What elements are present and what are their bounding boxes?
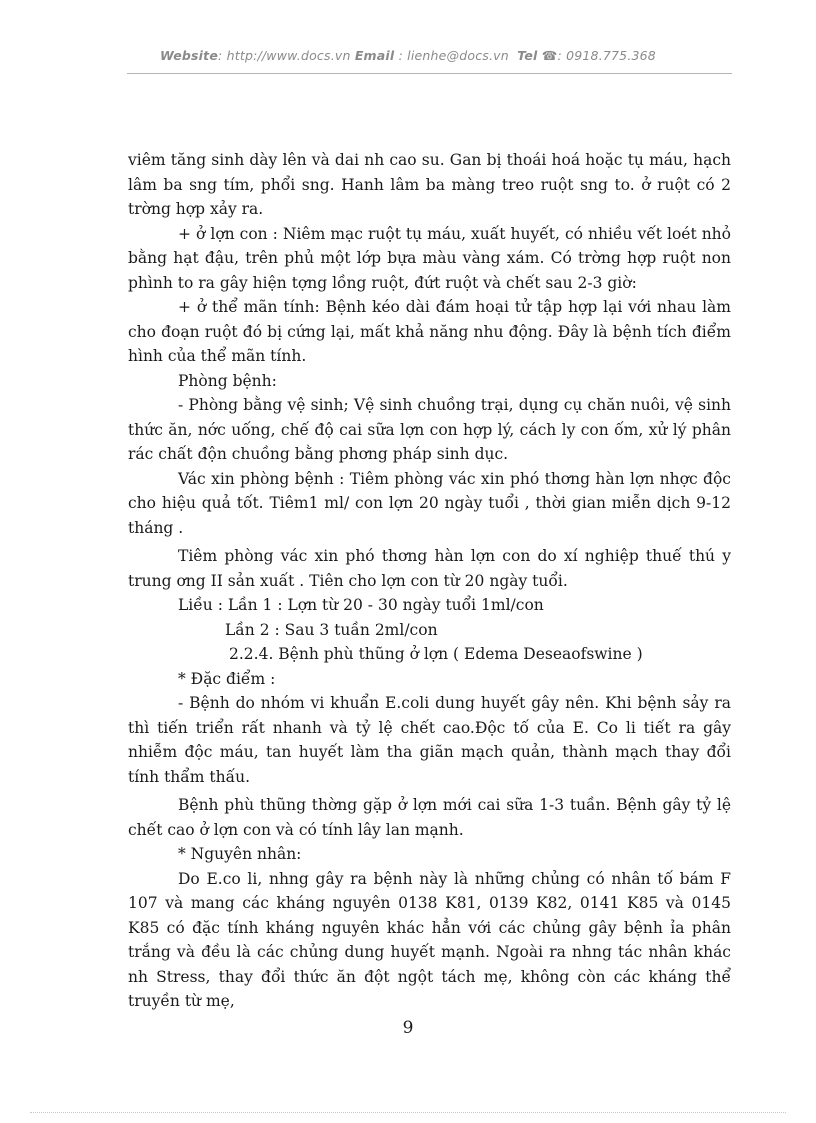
- email-label: Email: [354, 48, 395, 63]
- dose-line: Liều : Lần 1 : Lợn từ 20 - 30 ngày tuổi 1ml/con: [178, 596, 544, 614]
- footer-divider: [30, 1112, 786, 1113]
- website-value: : http://www.docs.vn: [218, 48, 351, 63]
- paragraph: - Bệnh do nhóm vi khuẩn E.coli dung huyết gây nên. Khi bệnh sảy ra thì tiến triển rất nhanh và tỷ lệ chết cao.Độc tố của E. Co li tiết ra gây nhiễm độc máu, tan huyết làm tha giãn mạch quản, thành mạch thay đổi tính thẩm thấu.: [128, 694, 731, 786]
- page-header: [0, 48, 816, 63]
- page-number: 9: [402, 1018, 414, 1038]
- tel-label: Tel: [517, 48, 538, 63]
- paragraph: Bệnh phù thũng thờng gặp ở lợn mới cai sữa 1-3 tuần. Bệnh gây tỷ lệ chết cao ở lợn con và có tính lây lan mạnh.: [128, 796, 731, 839]
- paragraph: - Phòng bằng vệ sinh; Vệ sinh chuồng trại, dụng cụ chăn nuôi, vệ sinh thức ăn, nớc uống, chế độ cai sữa lợn con hợp lý, cách ly con ốm, xử lý phân rác chất độn chuồng bằng phơng pháp sinh dục.: [128, 396, 731, 463]
- website-label: Website: [160, 48, 219, 63]
- section-label: * Nguyên nhân:: [178, 845, 302, 863]
- paragraph: Do E.co li, nhng gây ra bệnh này là những chủng có nhân tố bám F 107 và mang các kháng nguyên 0138 K81, 0139 K82, 0141 K85 và 0145 K85 có đặc tính kháng nguyên khác hẳn với các chủng gây bệnh ỉa phân trắng và đều là các chủng dung huyết mạnh. Ngoài ra nhng tác nhân khác nh Stress, thay đổi thức ăn đột ngột tách mẹ, không còn các kháng thể truyền từ mẹ,: [128, 869, 731, 1010]
- paragraph: + ở thể mãn tính: Bệnh kéo dài đám hoại tử tập hợp lại với nhau làm cho đoạn ruột đó bị cứng lại, mất khả năng nhu động. Đây là bệnh tích điểm hình của thể mãn tính.: [128, 298, 731, 365]
- section-heading: 2.2.4. Bệnh phù thũng ở lợn ( Edema Deseaofswine ): [229, 645, 643, 663]
- section-label: Phòng bệnh:: [178, 371, 277, 390]
- tel-value: ☎: 0918.775.368: [541, 48, 656, 63]
- document-body: [128, 148, 731, 1014]
- dose-line: Lần 2 : Sau 3 tuần 2ml/con: [225, 620, 438, 639]
- paragraph: viêm tăng sinh dày lên và dai nh cao su. Gan bị thoái hoá hoặc tụ máu, hạch lâm ba sng tím, phổi sng. Hanh lâm ba màng treo ruột sng to. ở ruột có 2 trờng hợp xảy ra.: [128, 151, 731, 218]
- section-label: * Đặc điểm :: [178, 669, 276, 688]
- paragraph: Tiêm phòng vác xin phó thơng hàn lợn con do xí nghiệp thuế thú y trung ơng II sản xuất . Tiên cho lợn con từ 20 ngày tuổi.: [128, 547, 731, 590]
- paragraph: + ở lợn con : Niêm mạc ruột tụ máu, xuất huyết, có nhiều vết loét nhỏ bằng hạt đậu, trên phủ một lớp bựa màu vàng xám. Có trờng hợp ruột non phình to ra gây hiện tợng lồng ruột, đứt ruột và chết sau 2-3 giờ:: [128, 224, 731, 292]
- paragraph: Vác xin phòng bệnh : Tiêm phòng vác xin phó thơng hàn lợn nhợc độc cho hiệu quả tốt. Tiêm1 ml/ con lợn 20 ngày tuổi , thời gian miễn dịch 9-12 tháng .: [128, 469, 731, 537]
- email-value: : lienhe@docs.vn: [398, 48, 509, 63]
- header-divider: [127, 73, 732, 74]
